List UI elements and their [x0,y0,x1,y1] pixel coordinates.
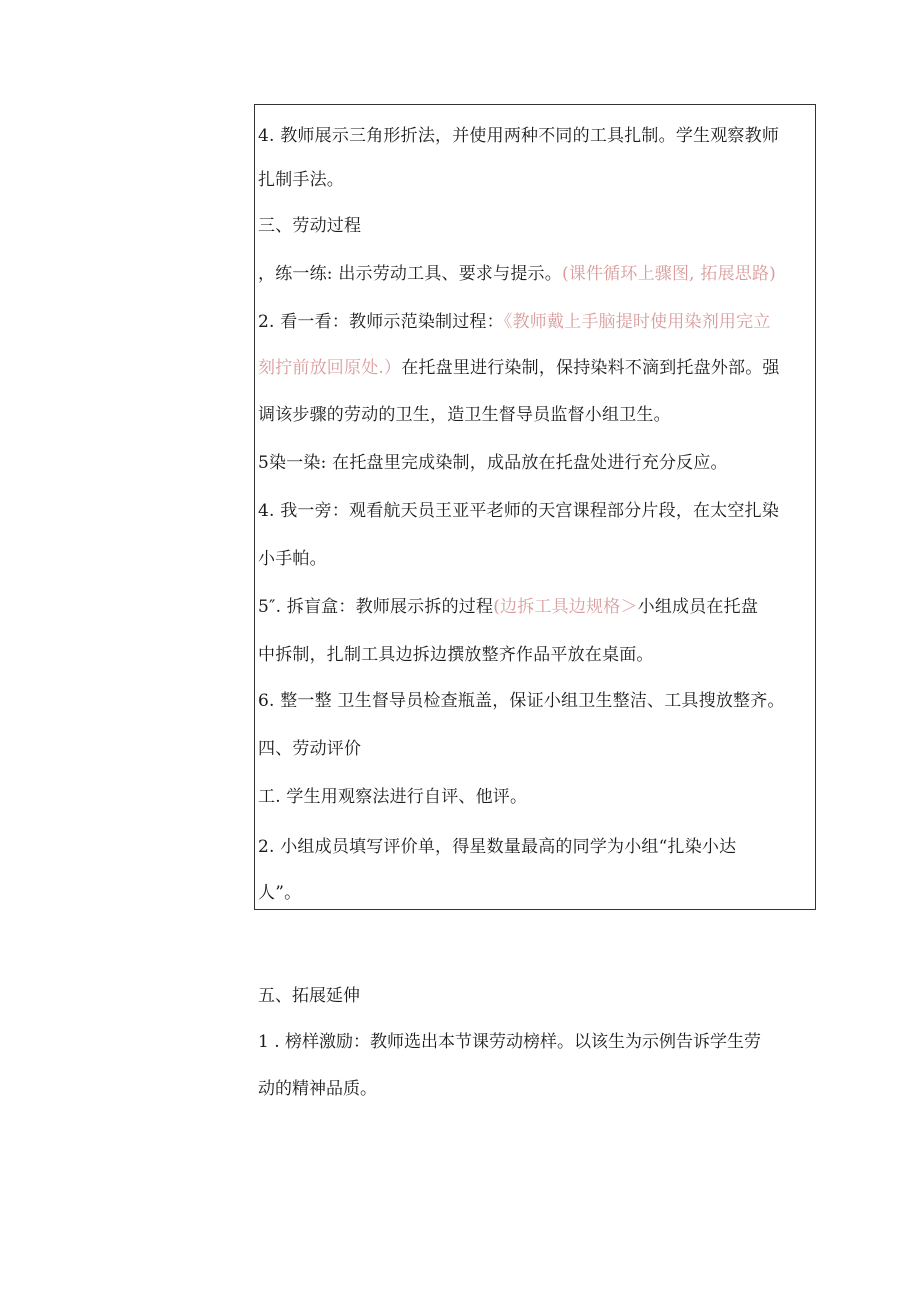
text-line: 4. 教师展示三角形折法，并使用两种不同的工具扎制。学生观察教师 [258,126,780,146]
text-line: 小手帕。 [258,549,327,569]
text-segment: 小组成员在托盘 [637,597,759,617]
text-line: 人”。 [258,883,302,903]
section-heading: 四、劳动评价 [258,739,362,759]
text-line [258,357,780,379]
annotation-text: 刻拧前放回原处.） [258,358,402,378]
text-line: 动的精神品质。 [258,1079,377,1099]
text-line [258,311,771,333]
text-line: 2. 小组成员填写评价单，得星数量最高的同学为小组“扎染小达 [258,837,737,857]
text-line [258,263,776,285]
annotation-text: 《教师戴上手脑提时使用染剂用完立 [503,312,771,332]
text-line: 5染一染: 在托盘里完成染制，成品放在托盘处进行充分反应。 [258,453,728,473]
text-line: 中拆制，扎制工具边拆边撰放整齐作品平放在桌面。 [258,645,654,665]
text-line: 1 . 榜样激励：教师选出本节课劳动榜样。以该生为示例告诉学生劳 [258,1032,762,1052]
section-heading: 五、拓展延伸 [258,986,360,1006]
text-segment: 5″. 拆盲盒：教师展示拆的过程 [258,597,494,617]
annotation-text: (课件循环上骤图, 拓展思路) [561,264,777,284]
text-line: 6. 整一整 卫生督导员检查瓶盖，保证小组卫生整洁、工具搜放整齐。 [258,691,785,711]
text-segment: 在托盘里进行染制，保持染料不滴到托盘外部。强 [401,358,780,378]
text-segment: 2. 看一看：教师示范染制过程： [258,312,504,332]
text-line [258,596,758,618]
text-segment: ，练一练: 出示劳动工具、要求与提示。 [258,264,562,284]
section-heading: 三、劳动过程 [258,216,362,236]
text-line: 调该步骤的劳动的卫生，造卫生督导员监督小组卫生。 [258,405,671,425]
annotation-text: (边拆工具边规格＞ [493,597,638,617]
text-line: 扎制手法。 [258,170,344,190]
text-line: 工. 学生用观察法进行自评、他评。 [258,787,528,807]
text-line: 4. 我一旁：观看航天员王亚平老师的天宫课程部分片段，在太空扎染 [258,501,780,521]
